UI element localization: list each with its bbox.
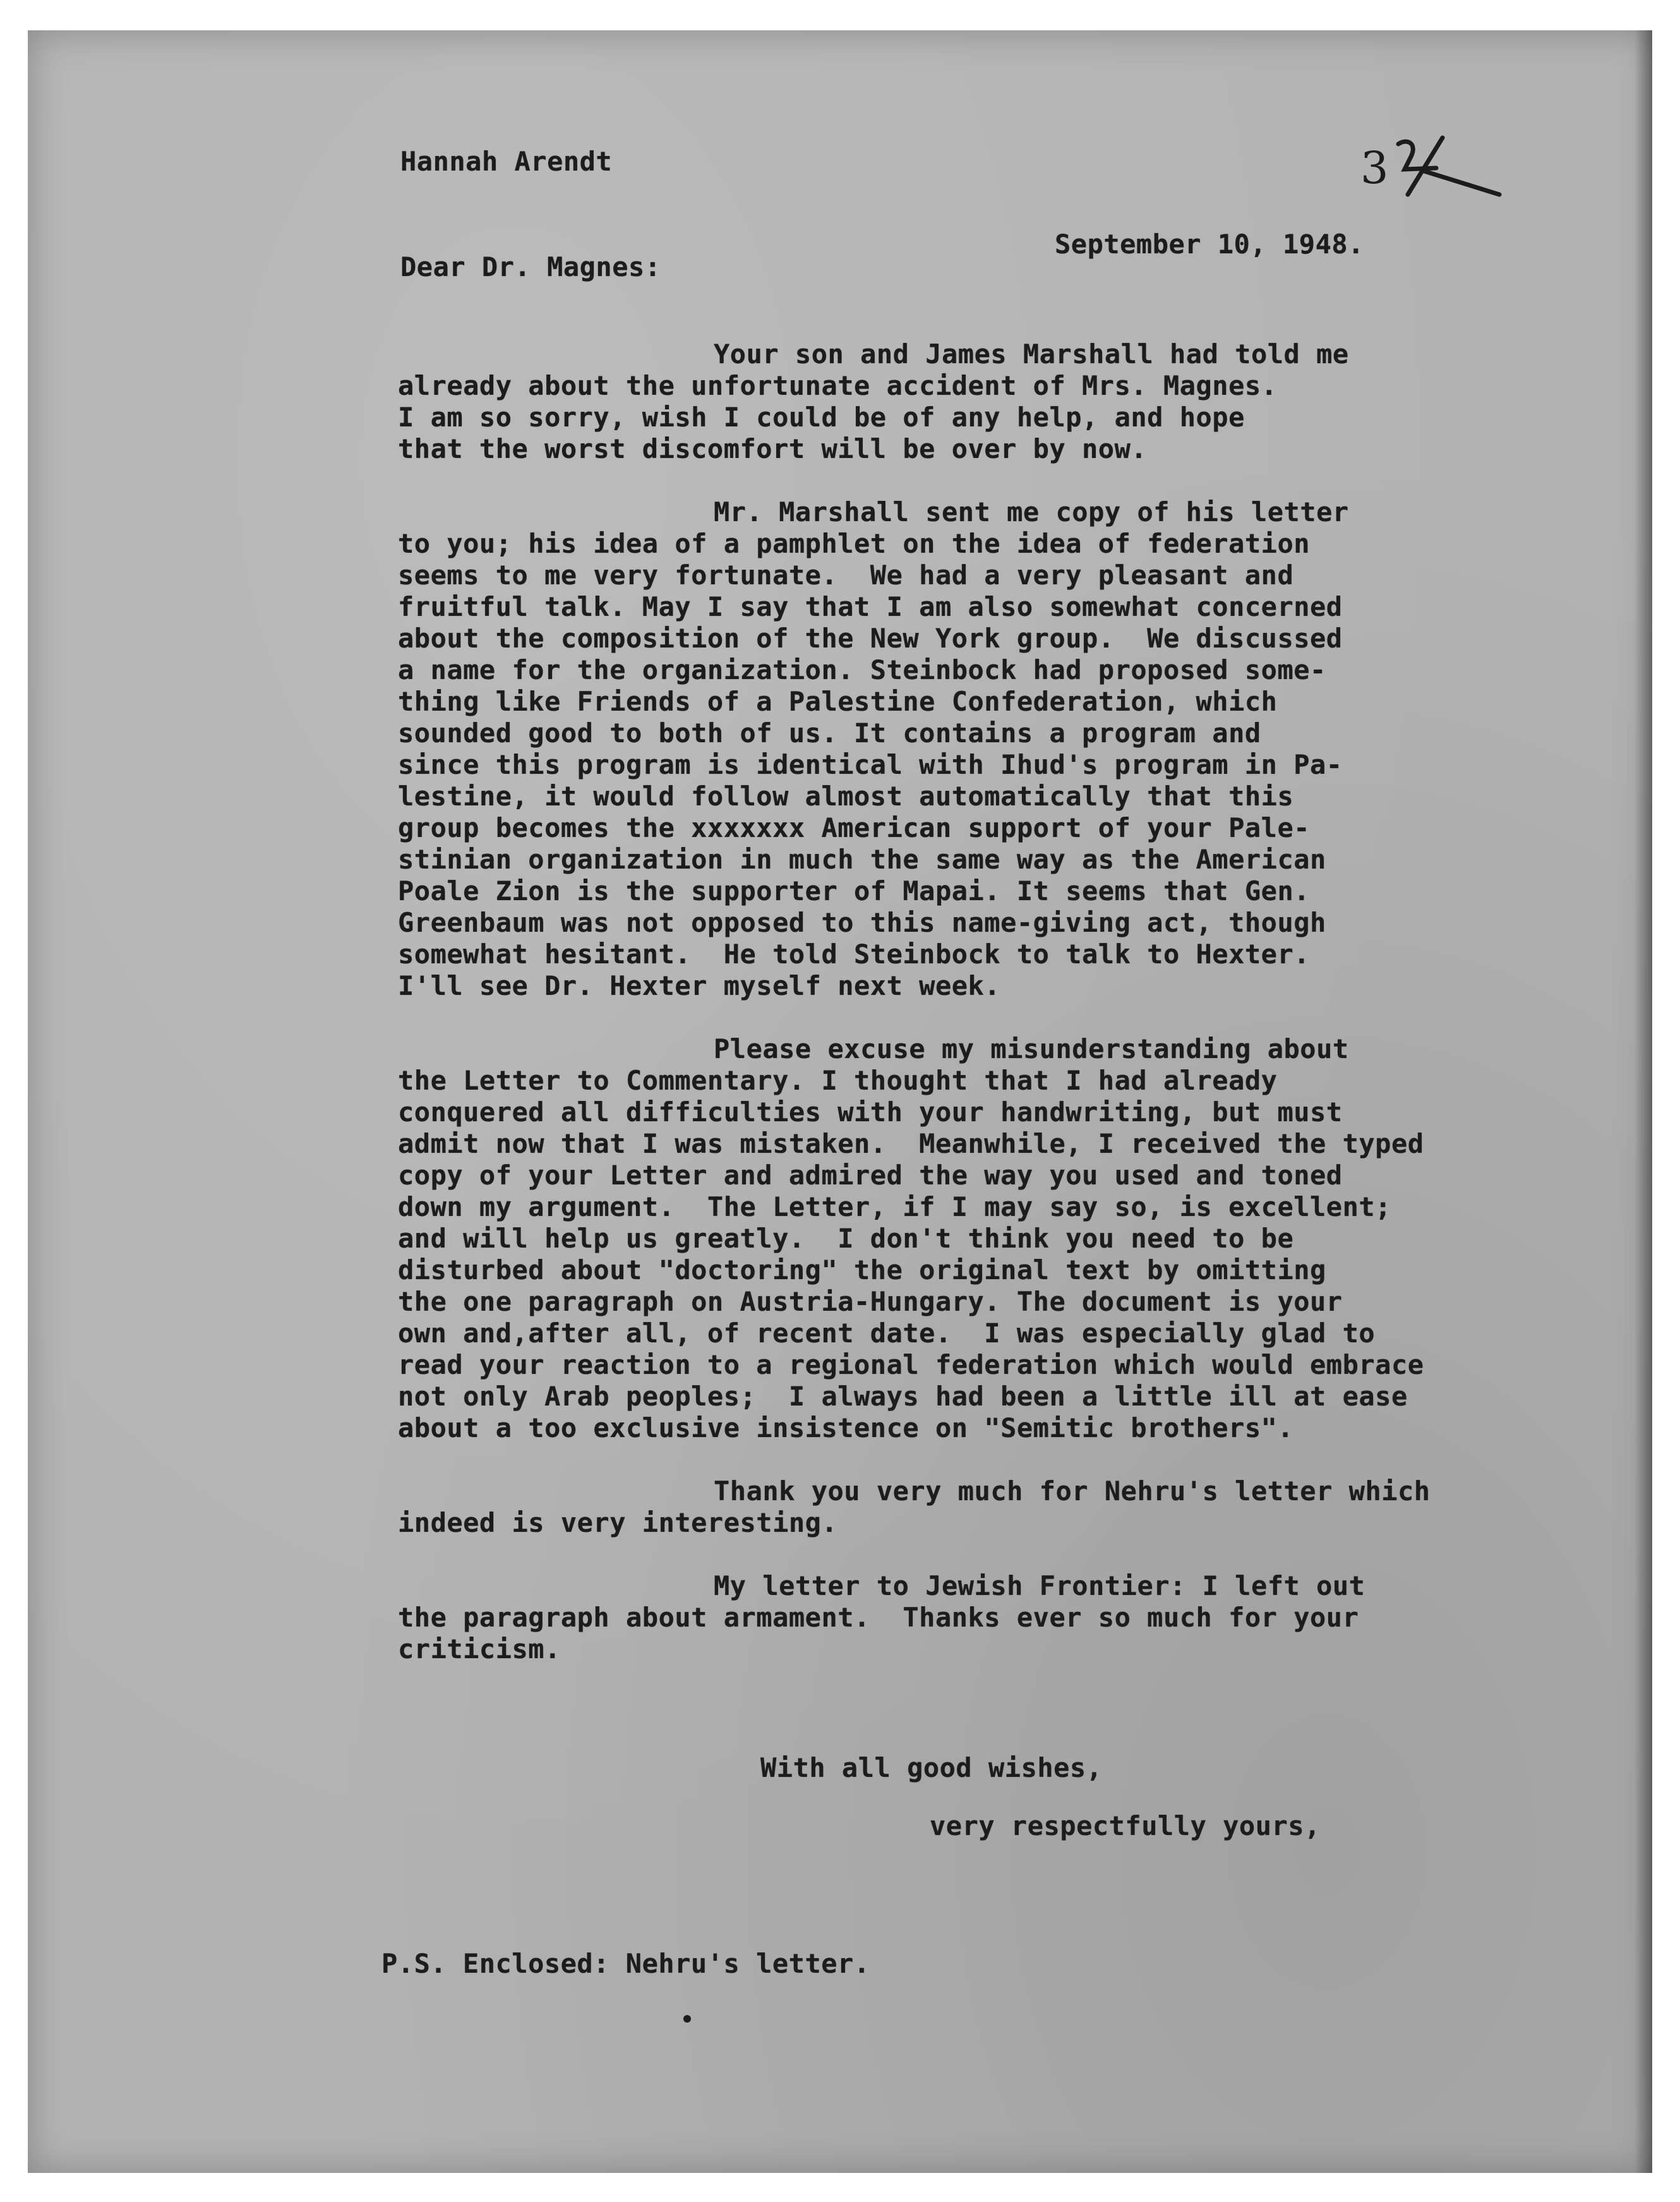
paragraph-line: copy of your Letter and admired the way you used and toned bbox=[398, 1160, 1343, 1191]
paragraph-line: somewhat hesitant. He told Steinbock to talk to Hexter. bbox=[398, 939, 1311, 970]
paragraph-line: indeed is very interesting. bbox=[398, 1507, 838, 1538]
paragraph-line: seems to me very fortunate. We had a very pleasant and bbox=[398, 560, 1294, 591]
paragraph-line: sounded good to both of us. It contains a program and bbox=[398, 718, 1261, 749]
paragraph-line: own and,after all, of recent date. I was especially glad to bbox=[398, 1318, 1376, 1349]
paragraph-line: down my argument. The Letter, if I may say so, is excellent; bbox=[398, 1191, 1391, 1222]
paragraph-line: the one paragraph on Austria-Hungary. The document is your bbox=[398, 1286, 1343, 1317]
paragraph-line: disturbed about "doctoring" the original text by omitting bbox=[398, 1254, 1326, 1285]
paragraph-line: about the composition of the New York group. We discussed bbox=[398, 623, 1343, 654]
letter-paragraph bbox=[398, 496, 1648, 1002]
letter-paragraph bbox=[398, 1033, 1648, 1444]
letter-paragraph bbox=[398, 1476, 1648, 1539]
paragraph-line: not only Arab peoples; I always had been a little ill at ease bbox=[398, 1381, 1408, 1412]
ink-speck bbox=[683, 2015, 691, 2023]
paragraph-line: Thank you very much for Nehru's letter which bbox=[714, 1476, 1431, 1507]
paragraph-line: thing like Friends of a Palestine Confederation, which bbox=[398, 686, 1278, 717]
letter-paragraph bbox=[398, 1570, 1648, 1665]
paragraph-line: Your son and James Marshall had told me bbox=[714, 339, 1349, 370]
sender-name: Hannah Arendt bbox=[400, 146, 613, 177]
paragraph-line: I am so sorry, wish I could be of any help, and hope bbox=[398, 402, 1245, 433]
paragraph-line: read your reaction to a regional federation which would embrace bbox=[398, 1349, 1424, 1380]
closing-signoff: very respectfully yours, bbox=[930, 1810, 1321, 1841]
paragraph-line: admit now that I was mistaken. Meanwhile, I received the typed bbox=[398, 1128, 1424, 1159]
paragraph-line: I'll see Dr. Hexter myself next week. bbox=[398, 970, 1001, 1001]
salutation: Dear Dr. Magnes: bbox=[400, 251, 661, 282]
paragraph-line: about a too exclusive insistence on "Semitic brothers". bbox=[398, 1412, 1294, 1443]
paragraph-line: stinian organization in much the same way as the American bbox=[398, 844, 1326, 875]
paragraph-line: and will help us greatly. I don't think you need to be bbox=[398, 1223, 1294, 1254]
paragraph-line: to you; his idea of a pamphlet on the idea of federation bbox=[398, 528, 1311, 559]
letter-paragraph bbox=[398, 339, 1648, 465]
paragraph-line: Please excuse my misunderstanding about bbox=[714, 1033, 1349, 1064]
paragraph-line: that the worst discomfort will be over by now. bbox=[398, 433, 1148, 464]
paragraph-line: conquered all difficulties with your handwriting, but must bbox=[398, 1097, 1343, 1128]
letter-body bbox=[398, 339, 1648, 1697]
paragraph-line: My letter to Jewish Frontier: I left out bbox=[714, 1570, 1365, 1601]
closing-wishes: With all good wishes, bbox=[760, 1752, 1103, 1783]
postscript: P.S. Enclosed: Nehru's letter. bbox=[381, 1948, 870, 1979]
paragraph-line: since this program is identical with Ihud's program in Pa- bbox=[398, 749, 1343, 780]
handwritten-page-number bbox=[1348, 125, 1512, 201]
letter-date: September 10, 1948. bbox=[1055, 229, 1364, 260]
scanned-letter-page bbox=[28, 30, 1652, 2173]
paragraph-line: the Letter to Commentary. I thought that I had already bbox=[398, 1065, 1278, 1096]
paragraph-line: a name for the organization. Steinbock had proposed some- bbox=[398, 654, 1326, 685]
paragraph-line: group becomes the xxxxxxx American support of your Pale- bbox=[398, 812, 1311, 843]
paragraph-line: already about the unfortunate accident of Mrs. Magnes. bbox=[398, 370, 1278, 401]
paragraph-line: criticism. bbox=[398, 1633, 561, 1664]
paragraph-line: lestine, it would follow almost automatically that this bbox=[398, 781, 1294, 812]
paragraph-line: Greenbaum was not opposed to this name-giving act, though bbox=[398, 907, 1326, 938]
paragraph-line: Mr. Marshall sent me copy of his letter bbox=[714, 496, 1349, 527]
page-number-text: 3 bbox=[1360, 142, 1389, 194]
paragraph-line: Poale Zion is the supporter of Mapai. It seems that Gen. bbox=[398, 875, 1311, 906]
paragraph-line: the paragraph about armament. Thanks ever so much for your bbox=[398, 1602, 1359, 1633]
paragraph-line: fruitful talk. May I say that I am also somewhat concerned bbox=[398, 591, 1343, 622]
